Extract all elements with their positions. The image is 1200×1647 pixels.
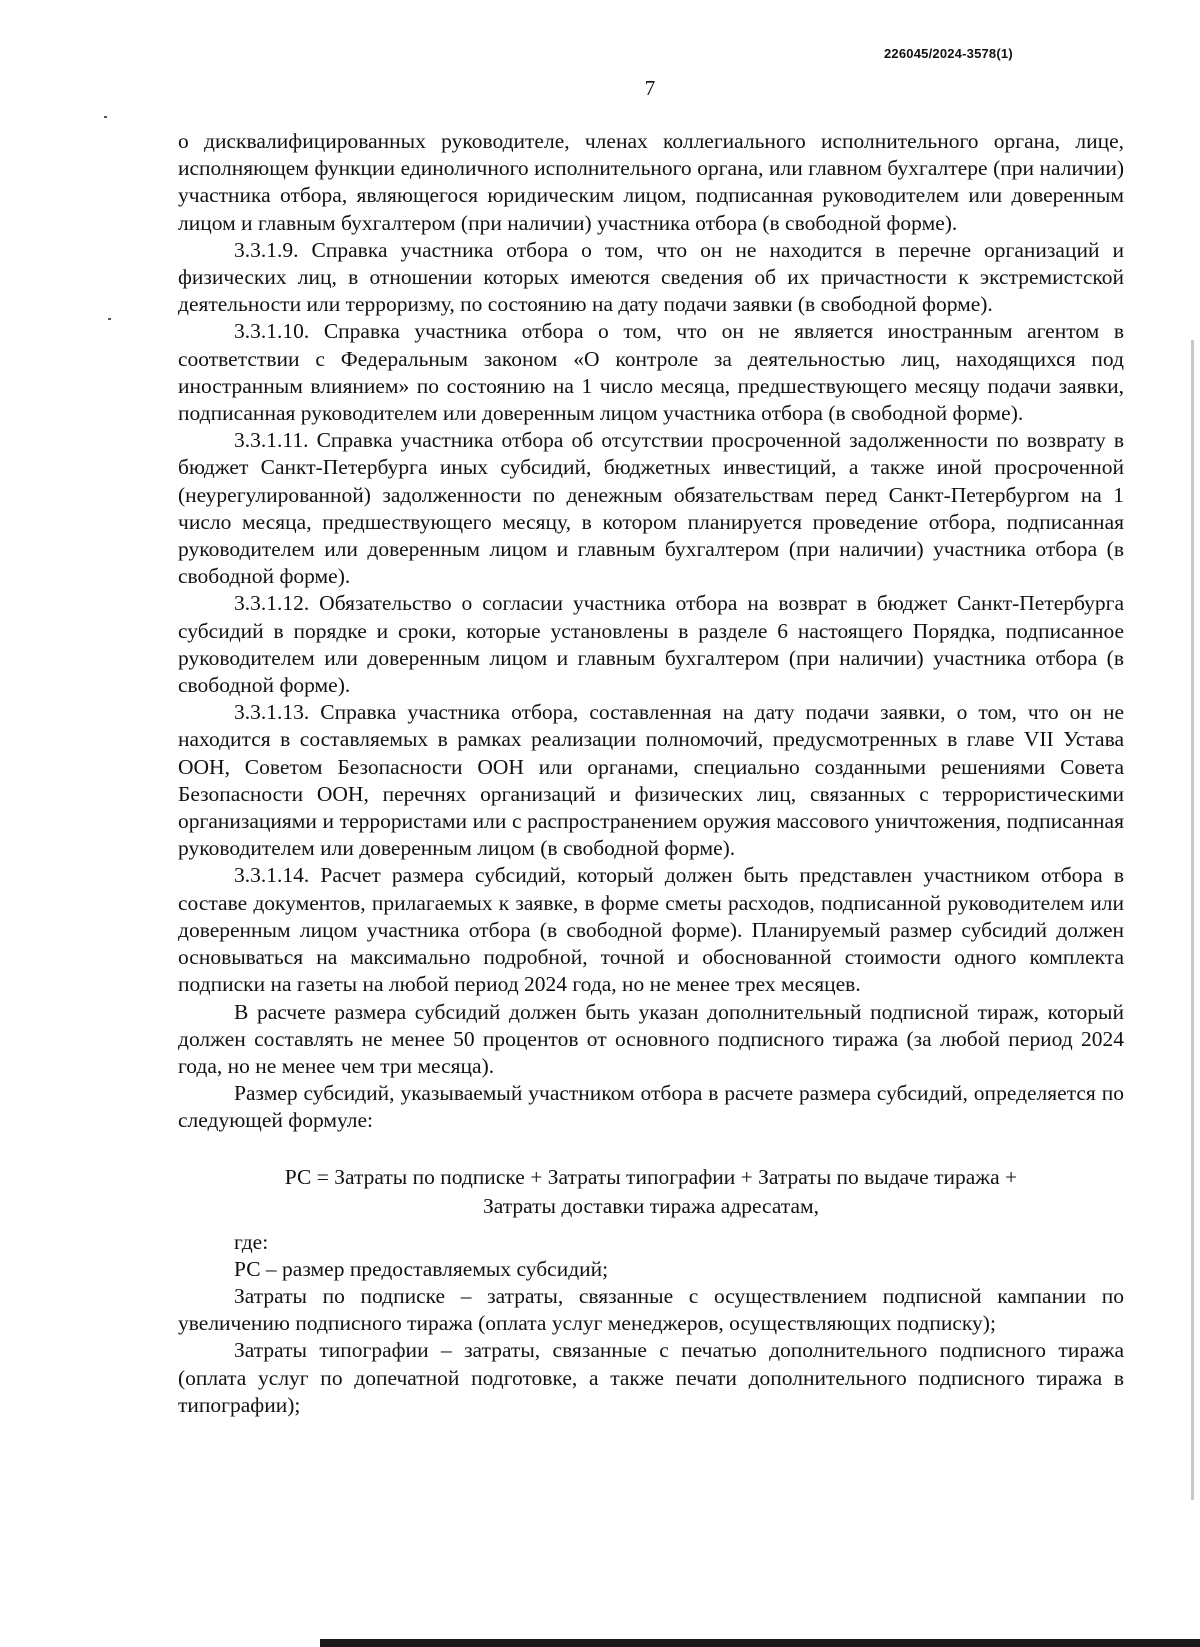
paragraph-additional-circulation: В расчете размера субсидий должен быть указан дополнительный подписной тираж, который должен составлять не менее 50 процентов от основного подписного тиража (за любой период 2024 года, но не менее чем три месяца). <box>178 999 1124 1078</box>
paragraph-formula-intro: Размер субсидий, указываемый участником отбора в расчете размера субсидий, определяется по следующей формуле: <box>178 1081 1124 1133</box>
scan-edge-line <box>1191 340 1194 1500</box>
definition-printing-costs: Затраты типографии – затраты, связанные с печатью дополнительного подписного тиража (оплата услуг по допечатной подготовке, а также печати дополнительного подписного тиража в типографии); <box>178 1338 1124 1417</box>
formula-line-2: Затраты доставки тиража адресатам, <box>482 1193 820 1218</box>
page-number: 7 <box>644 76 656 100</box>
scan-bottom-edge <box>320 1639 1200 1647</box>
subsidy-formula <box>178 1163 1124 1221</box>
paragraph-3-3-1-11: 3.3.1.11. Справка участника отбора об отсутствии просроченной задолженности по возврату в бюджет Санкт-Петербурга иных субсидий, бюджетных инвестиций, а также иной просроченной (неурегулированной) задолженности по денежным обязательствам перед Санкт-Петербургом на 1 число месяца, предшествующего месяцу, в котором планируется проведение отбора, подписанная руководителем или доверенным лицом и главным бухгалтером (при наличии) участника отбора (в свободной форме). <box>178 428 1124 589</box>
document-number: 226045/2024-3578(1) <box>884 46 1013 61</box>
formula-line-1: РС = Затраты по подписке + Затраты типографии + Затраты по выдаче тиража + <box>284 1164 1018 1189</box>
definition-where: где: <box>234 1229 269 1254</box>
paragraph-continuation: о дисквалифицированных руководителе, членах коллегиального исполнительного органа, лице, исполняющем функции единоличного исполнительного органа, или главном бухгалтере (при наличии) участника отбора, являющегося юридическим лицом, подписанная руководителем или доверенным лицом и главным бухгалтером (при наличии) участника отбора (в свободной форме). <box>178 129 1124 235</box>
paragraph-3-3-1-9: 3.3.1.9. Справка участника отбора о том, что он не находится в перечне организаций и физических лиц, в отношении которых имеются сведения об их причастности к экстремистской деятельности или терроризму, по состоянию на дату подачи заявки (в свободной форме). <box>178 237 1124 317</box>
paragraph-3-3-1-14: 3.3.1.14. Расчет размера субсидий, который должен быть представлен участником отбора в составе документов, прилагаемых к заявке, в форме сметы расходов, подписанной руководителем или доверенным лицом участника отбора (в свободной форме). Планируемый размер субсидий должен основываться на максимально подробной, точной и обоснованной стоимости одного комплекта подписки на газеты на любой период 2024 года, но не менее трех месяцев. <box>178 863 1124 997</box>
document-body <box>178 128 1124 1419</box>
scan-mark <box>104 116 107 118</box>
paragraph-3-3-1-13: 3.3.1.13. Справка участника отбора, составленная на дату подачи заявки, о том, что он не находится в составляемых в рамках реализации полномочий, предусмотренных в главе VII Устава ООН, Советом Безопасности ООН или органами, специально созданными решениями Совета Безопасности ООН, перечнях организаций и физических лиц, связанных с террористическими организациями и террористами или с распространением оружия массового уничтожения, подписанная руководителем или доверенным лицом (в свободной форме). <box>178 700 1124 861</box>
definition-subscription-costs: Затраты по подписке – затраты, связанные с осуществлением подписной кампании по увеличению подписного тиража (оплата услуг менеджеров, осуществляющих подписку); <box>178 1283 1124 1336</box>
scan-mark <box>108 318 111 320</box>
paragraph-3-3-1-10: 3.3.1.10. Справка участника отбора о том, что он не является иностранным агентом в соответствии с Федеральным законом «О контроле за деятельностью лиц, находящихся под иностранным влиянием» по состоянию на 1 число месяца, предшествующего месяцу подачи заявки, подписанная руководителем или доверенным лицом участника отбора (в свободной форме). <box>178 319 1124 426</box>
definition-rs: РС – размер предоставляемых субсидий; <box>234 1256 609 1281</box>
paragraph-3-3-1-12: 3.3.1.12. Обязательство о согласии участника отбора на возврат в бюджет Санкт-Петербурга субсидий в порядке и сроки, которые установлены в разделе 6 настоящего Порядка, подписанное руководителем или доверенным лицом и главным бухгалтером (при наличии) участника отбора (в свободной форме). <box>178 591 1124 698</box>
